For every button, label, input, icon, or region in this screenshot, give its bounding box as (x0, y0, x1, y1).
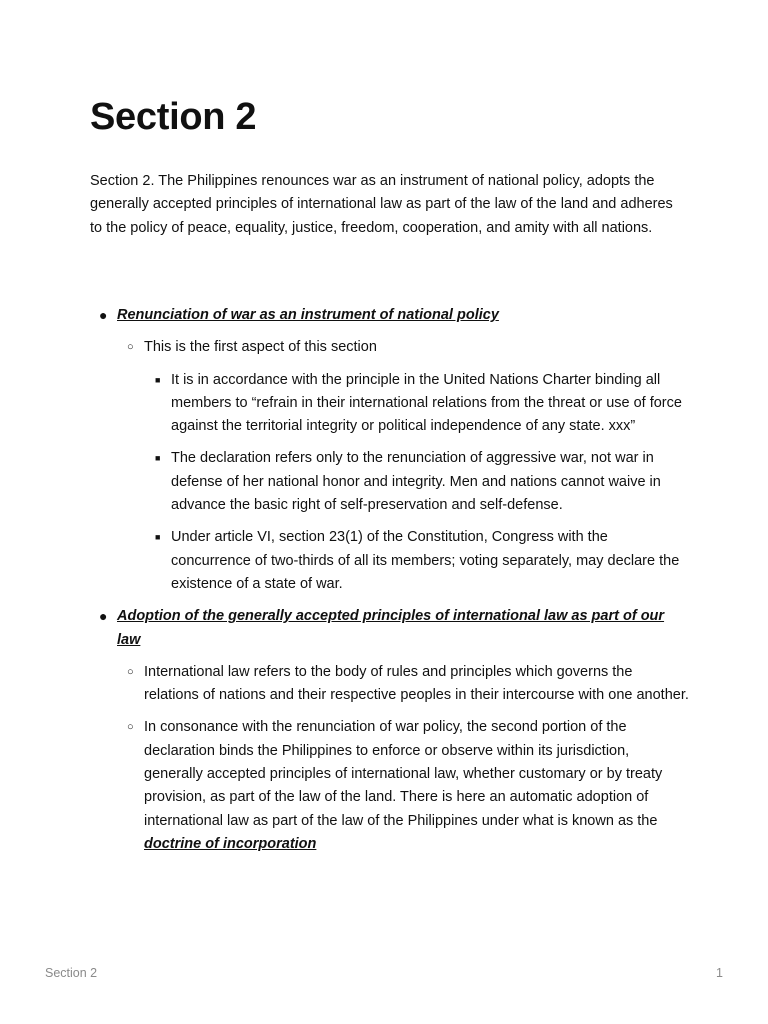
heading-renunciation: Renunciation of war as an instrument of national policy (117, 307, 499, 323)
bullet-disc-icon: ● (99, 307, 108, 323)
bullet-square-icon: ■ (155, 453, 161, 464)
bullet-disc-icon: ● (99, 608, 108, 625)
first-aspect-text: This is the first aspect of this section (144, 339, 377, 356)
bullet-circle-icon: ○ (127, 721, 134, 734)
list-item-state-of-war (90, 526, 690, 596)
footer-section-label: Section 2 (45, 966, 98, 980)
list-item-renunciation (90, 304, 690, 327)
incorporation-paragraph (144, 716, 690, 856)
aggressive-war-text: The declaration refers only to the renunciation of aggressive war, not war in defense of her national honor and integrity. Men and nations cannot waive in advance the basic right of self-preservation and self-defense. (171, 450, 661, 514)
incorporation-text: In consonance with the renunciation of war policy, the second portion of the declaration binds the Philippines to enforce or observe within its jurisdiction, generally accepted principles of international law, whether customary or by treaty provision, as part of the law of the land. There is here an automatic adoption of international law as part of the law of the Philippines under what is known as the (144, 719, 663, 829)
un-charter-text: It is in accordance with the principle in the United Nations Charter binding all members to “refrain in their international relations from the threat or use of force against the territorial integrity or political independence of any state. xxx” (171, 371, 682, 435)
bullet-circle-icon: ○ (127, 341, 134, 354)
list-item-international-law-definition (90, 661, 690, 708)
list-item-un-charter (90, 369, 690, 439)
page-title: Section 2 (90, 96, 257, 138)
list-item-first-aspect (90, 336, 690, 359)
doctrine-of-incorporation-term: doctrine of incorporation (144, 835, 317, 852)
state-of-war-text: Under article VI, section 23(1) of the Constitution, Congress with the concurrence of two-thirds of all its members; voting separately, may declare the existence of a state of war. (171, 529, 680, 592)
bullet-circle-icon: ○ (127, 665, 134, 678)
list-item-aggressive-war (90, 447, 690, 517)
list-item-adoption (90, 605, 690, 652)
bullet-square-icon: ■ (155, 374, 161, 385)
bullet-square-icon: ■ (155, 532, 161, 543)
international-law-definition-text: International law refers to the body of rules and principles which governs the relations of nations and their respective peoples in their intercourse with one another. (144, 663, 689, 704)
list-item-incorporation (90, 716, 690, 856)
intro-paragraph: Section 2. The Philippines renounces war as an instrument of national policy, adopts the generally accepted principles of international law as part of the law of the land and adheres to the policy of peace, equality, justice, freedom, cooperation, and amity with all nations. (90, 173, 673, 236)
outline (90, 304, 690, 865)
heading-adoption: Adoption of the generally accepted principles of international law as part of our law (117, 608, 665, 648)
footer-page-number: 1 (716, 966, 723, 980)
